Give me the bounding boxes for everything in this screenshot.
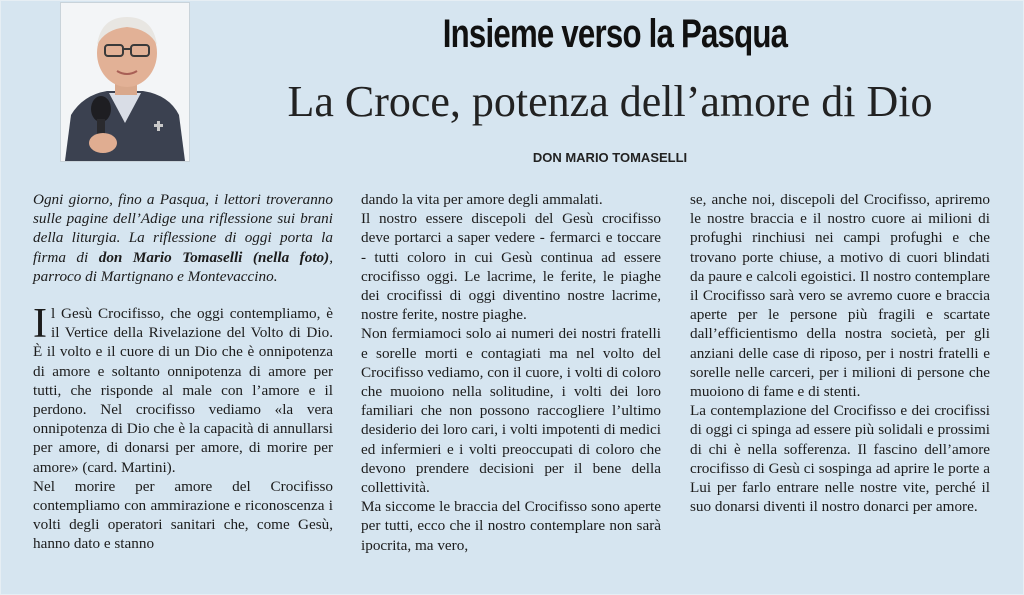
section-kicker: Insieme verso la Pasqua [442,12,788,56]
intro-paragraph [33,190,333,286]
article-column-1 [33,190,333,554]
body-paragraph-6: La contemplazione del Crocifisso e dei crocifissi di oggi ci spinga ad essere più solidali e prossimi di chi è nella sofferenza. Il fascino dell’amore crocifisso di Gesù ci sospinga ad aprire le porte a Lui per farlo entrare nelle nostre vite, perché il suo donarsi diventi il nostro donarci per amore. [690,402,990,516]
body-paragraph-2-start: Nel morire per amore del Crocifisso contempliamo con ammirazione e riconoscenza i volti degli operatori sanitari che, come Gesù, hanno dato e stanno [33,477,333,553]
body-paragraph-5-start: Ma siccome le braccia del Crocifisso sono aperte per tutti, ecco che il nostro contemplare non sarà ipocrita, ma vero, [361,498,661,554]
article-byline: DON MARIO TOMASELLI [532,150,688,165]
body-paragraph-5-end: se, anche noi, discepoli del Crocifisso, apriremo le nostre braccia e il nostro cuore ai milioni di profughi rinchiusi nei campi profughi e che trovano porte chiuse, a motivo di cuori blindati da paure e calcoli egoistici. Il nostro contemplare il Crocifisso sarà vero se avremo cuore e braccia aperte per le persone più fragili e scartate dall’efficientismo della nostra società, per gli anziani delle case di riposo, per i nostri fratelli e sorelle nelle carceri, per i milioni di persone che muoiono di fame e di stenti. [690,191,990,401]
intro-text-end: , parroco di Martignano e Montevaccino. [33,248,333,285]
author-portrait-image [61,3,189,161]
intro-author-name: don Mario Tomaselli (nella foto) [98,248,330,266]
body-paragraph-2-end: dando la vita per amore degli ammalati. [361,191,603,208]
body-paragraph-1-text: l Gesù Crocifisso, che oggi contempliamo, è il Vertice della Rivelazione del Volto di Dio. È il volto e il cuore di un Dio che è onnipotenza di amore e soltanto onnipotenza di amore per tutti, che risponde al male con l’amore e il perdono. Nel crocifisso vediamo «la vera onnipotenza di Dio che è la capacità di annullarsi per amore, di donarsi per amore, di morire per amore» (card. Martini). [33,305,333,476]
body-paragraph-1 [33,301,333,477]
article-column-2 [361,190,661,555]
body-paragraph-3: Il nostro essere discepoli del Gesù crocifisso deve portarci a saper vedere - fermarci e toccare - tutti coloro in cui Gesù continua ad essere crocifisso oggi. Le lacrime, le ferite, le piaghe dei crocifissi di oggi diventino nostre lacrime, nostre ferite, nostre piaghe. [361,210,661,324]
intro-text-start: Ogni giorno, fino a Pasqua, i lettori troveranno sulle pagine dell’Adige una riflessione sui brani della liturgia. La riflessione di oggi porta la firma di [33,191,333,266]
article-column-3 [690,190,990,516]
author-photo [60,2,190,162]
body-paragraph-4: Non fermiamoci solo ai numeri dei nostri fratelli e sorelle morti e contagiati ma nel volto del Crocifisso vediamo, con il cuore, i volti di coloro che muoiono nella solitudine, i volti dei loro familiari che non possono raccogliere l’ultimo desiderio dei loro cari, i volti impotenti di medici ed infermieri e i volti preoccupati di coloro che devono prendere decisioni per il bene della collettività. [361,325,661,497]
article-headline: La Croce, potenza dell’amore di Dio [287,77,933,126]
drop-cap: I [33,301,47,348]
